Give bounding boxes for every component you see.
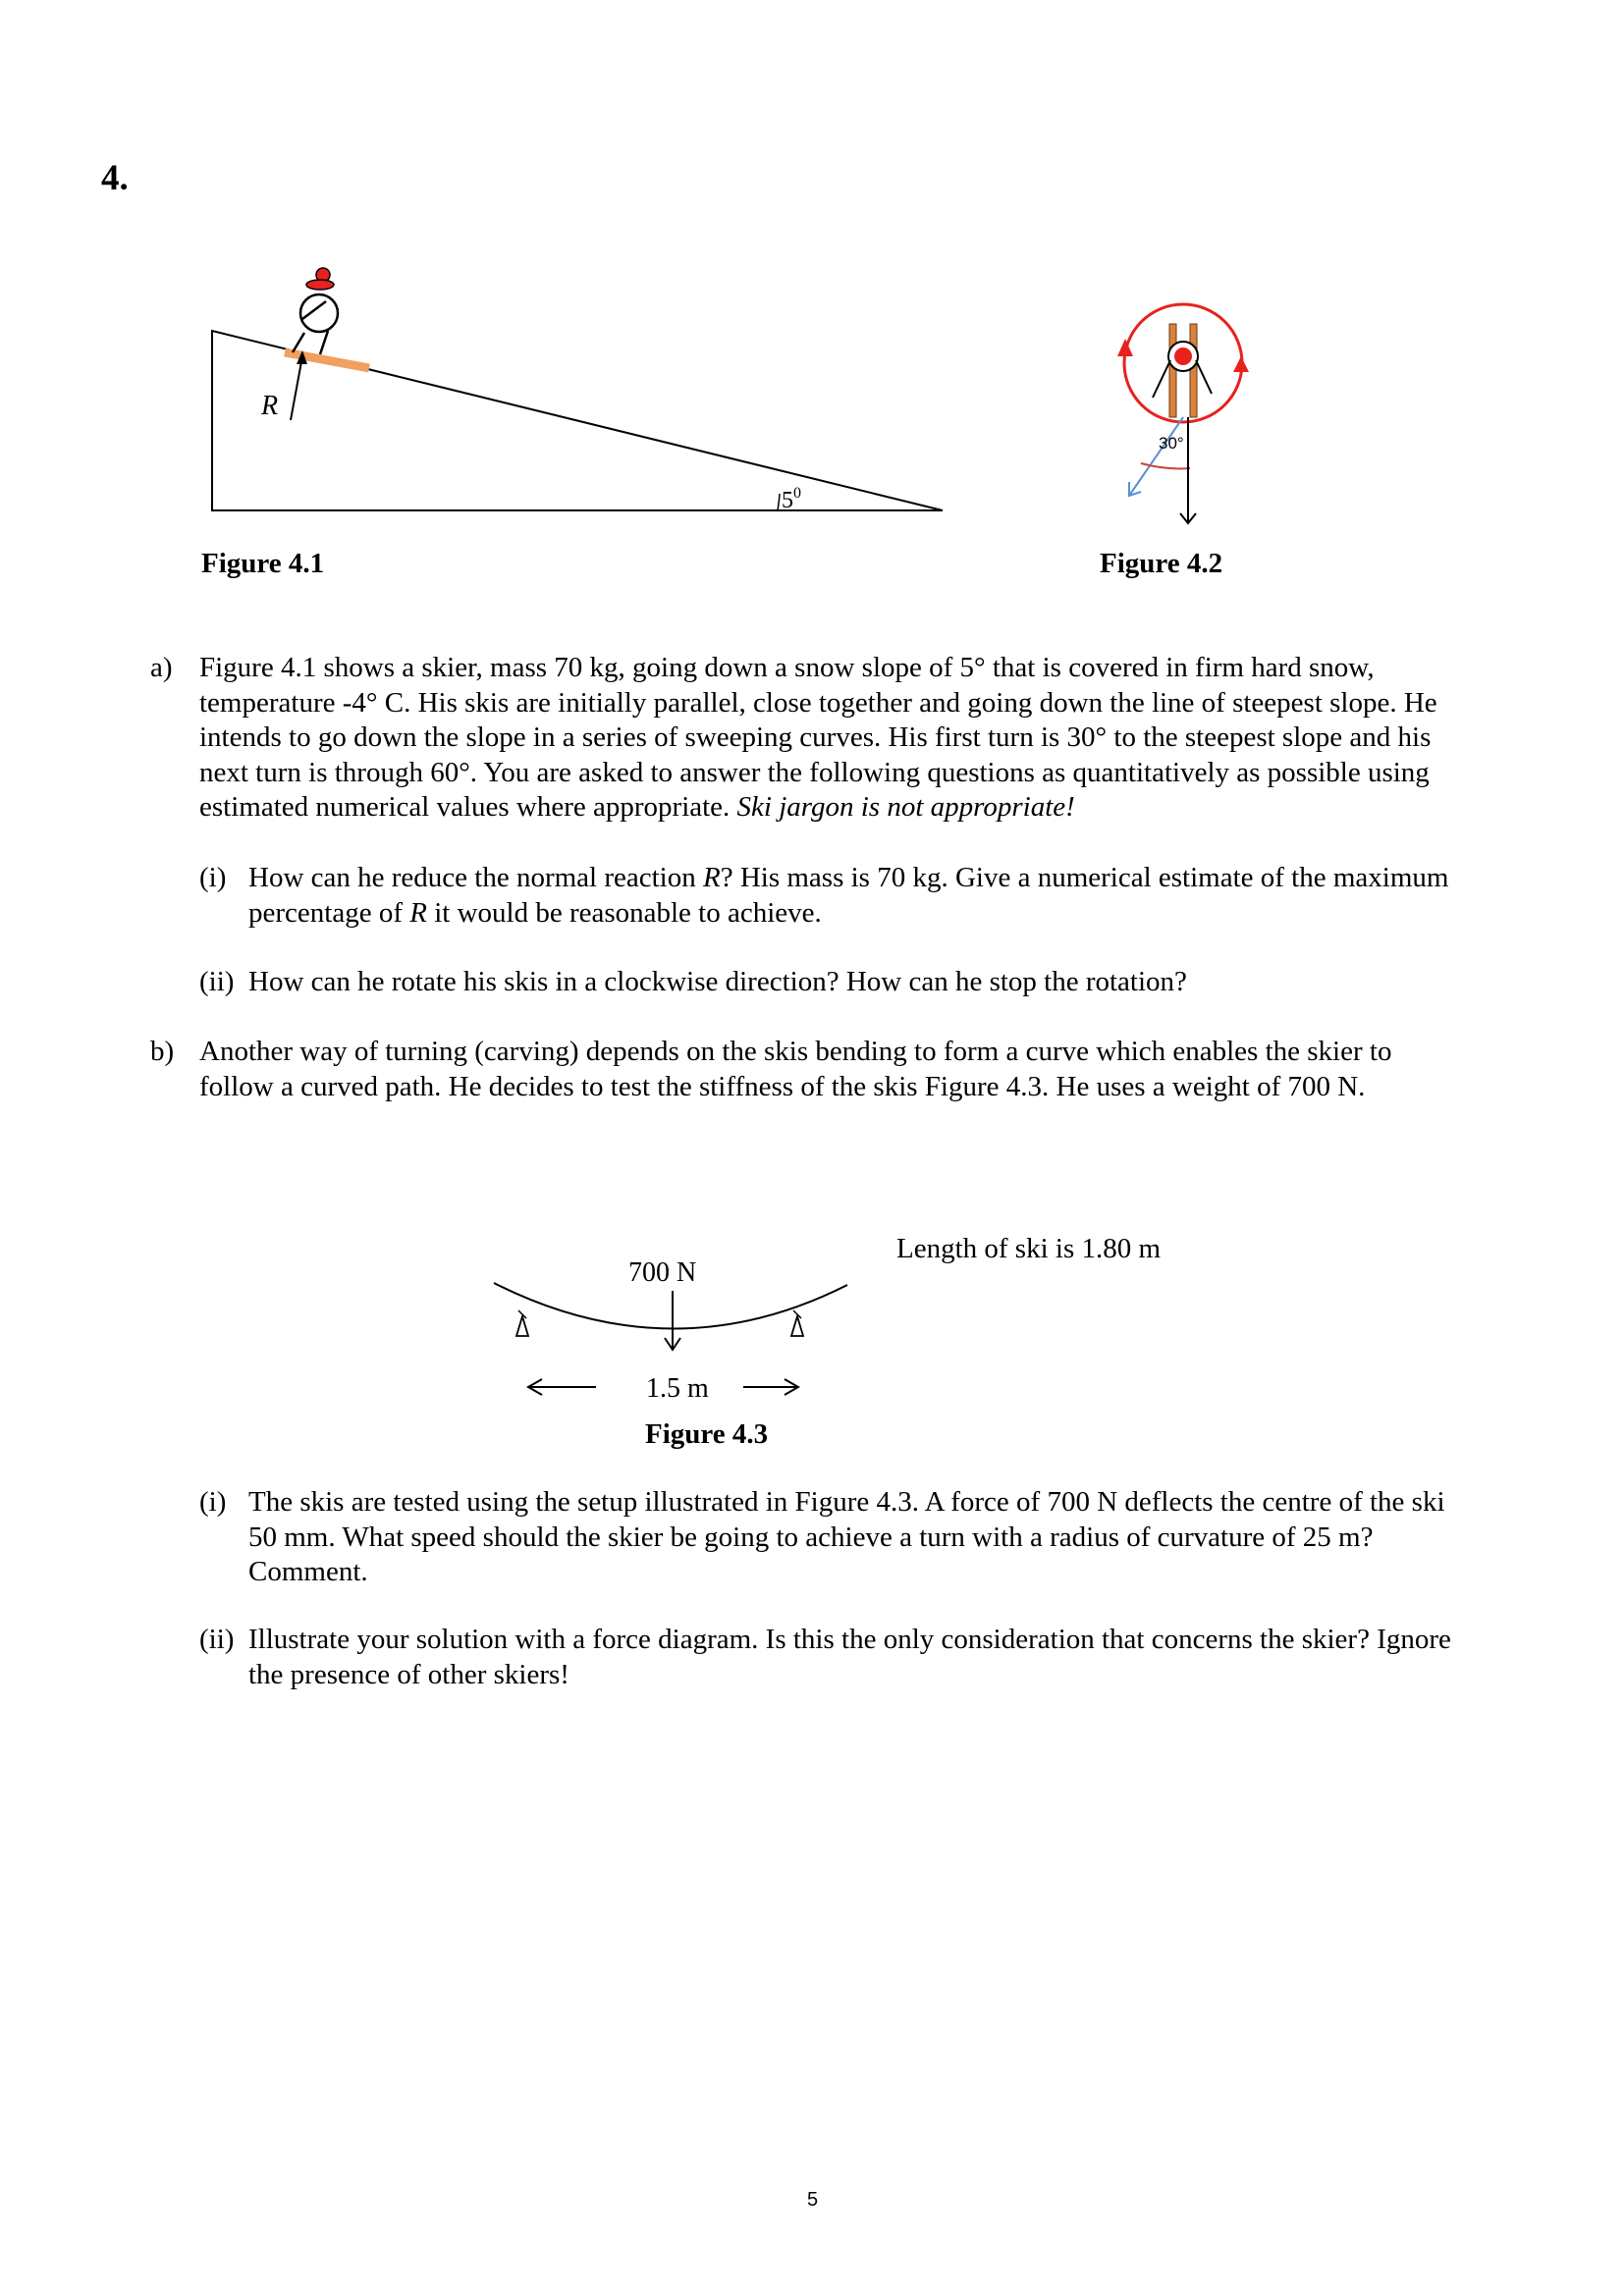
part-a-ii-text: How can he rotate his skis in a clockwise direction? How can he stop the rotation? (248, 966, 1187, 997)
reaction-arrow (291, 356, 302, 420)
page-number: 5 (807, 2189, 819, 2211)
angle-30-label: 30° (1159, 434, 1184, 453)
part-a-label: a) (150, 652, 173, 683)
reaction-label: R (261, 391, 279, 421)
part-b-text: Another way of turning (carving) depends on the skis bending to form a curve which enables the skier to follow a curved path. He decides to test the stiffness of the skis Figure 4.3. He uses a weight of 700 N. (199, 1036, 1392, 1102)
figure-4-1-slope-diagram (196, 250, 962, 525)
part-b-label: b) (150, 1036, 175, 1067)
part-b-ii-label: (ii) (199, 1624, 235, 1655)
part-b-i-label: (i) (199, 1486, 227, 1518)
part-a-i-label: (i) (199, 862, 227, 893)
figure-4-2-rotation-diagram (1080, 299, 1286, 540)
part-a-i-text: How can he reduce the normal reaction R? His mass is 70 kg. Give a numerical estimate of the maximum percentage of R it would be reasonable to achieve. (248, 862, 1449, 929)
part-b-i-text: The skis are tested using the setup illustrated in Figure 4.3. A force of 700 N deflects the centre of the ski 50 mm. What speed should the skier be going to achieve a turn with a radius of curvature of 25 m? Comment. (248, 1486, 1445, 1587)
right-support (791, 1316, 803, 1336)
figure-4-3-ski-test-diagram (486, 1242, 859, 1404)
part-a-text: Figure 4.1 shows a skier, mass 70 kg, going down a snow slope of 5° that is covered in firm hard snow, temperature -4° C. His skis are initially parallel, close together and going down the line of steepest slope. He intends to go down the slope in a series of sweeping curves. His first turn is 30° to the steepest slope and his next turn is through 60°. You are asked to answer the following questions as quantitatively as possible using estimated numerical values where appropriate. Ski jargon is not appropriate! (199, 652, 1437, 823)
left-support (516, 1316, 528, 1336)
blue-direction-arrow (1129, 417, 1183, 496)
figure-4-3-caption: Figure 4.3 (645, 1418, 769, 1450)
ski-length-note: Length of ski is 1.80 m (896, 1233, 1162, 1264)
skier-head (300, 294, 338, 332)
span-label: 1.5 m (646, 1373, 709, 1404)
slope-angle-label: $5^0$ (782, 485, 801, 513)
bent-ski (494, 1283, 847, 1329)
part-a-ii-label: (ii) (199, 966, 235, 997)
question-number: 4. (101, 158, 129, 198)
ski-left (1169, 324, 1176, 417)
part-b-ii-text: Illustrate your solution with a force diagram. Is this the only consideration that concerns the skier? Ignore the presence of other skiers! (248, 1624, 1451, 1690)
rotation-arrow-left (1117, 339, 1133, 356)
figure-4-1-caption: Figure 4.1 (201, 548, 325, 579)
ski (285, 352, 369, 368)
ski-right (1190, 324, 1197, 417)
force-label: 700 N (628, 1257, 697, 1288)
rotation-arrow-right (1233, 356, 1249, 372)
figure-4-2-caption: Figure 4.2 (1100, 548, 1223, 579)
